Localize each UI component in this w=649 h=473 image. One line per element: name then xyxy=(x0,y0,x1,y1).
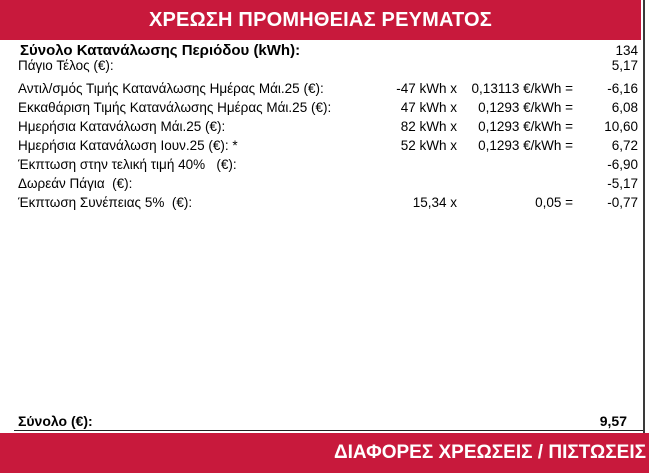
charge-label: Εκκαθάριση Τιμής Κατανάλωσης Ημέρας Μάι.25 (€): xyxy=(18,100,332,115)
charge-amount: 6,72 xyxy=(611,138,638,153)
charge-row-offset-may xyxy=(0,79,649,98)
charge-label: Πάγιο Τέλος (€): xyxy=(18,58,114,73)
charge-row-fixed-fee xyxy=(0,58,649,73)
charge-label: Έκπτωση στην τελική τιμή 40% (€): xyxy=(18,157,237,172)
charge-amount: 6,08 xyxy=(611,100,638,115)
charge-row-discount-40 xyxy=(0,155,649,174)
total-consumption-label: Σύνολο Κατανάλωσης Περιόδου (kWh): xyxy=(20,42,301,59)
charge-label: Ημερήσια Κατανάλωση Ιουν.25 (€): * xyxy=(18,138,238,153)
section-header-title: ΔΙΑΦΟΡΕΣ ΧΡΕΩΣΕΙΣ / ΠΙΣΤΩΣΕΙΣ xyxy=(333,442,646,463)
charge-rate: 0,1293 €/kWh = xyxy=(478,100,573,115)
charge-rate: 0,1293 €/kWh = xyxy=(478,138,573,153)
charge-label: Αντιλ/σμός Τιμής Κατανάλωσης Ημέρας Μάι.25 (€): xyxy=(18,81,324,96)
charge-quantity: 82 kWh x xyxy=(400,119,457,134)
total-value: 9,57 xyxy=(599,413,627,429)
charge-quantity: 52 kWh x xyxy=(400,138,457,153)
charge-quantity: -47 kWh x xyxy=(396,81,457,96)
charge-row-free-fixed-fee xyxy=(0,174,649,193)
charge-rate: 0,13113 €/kWh = xyxy=(471,81,573,96)
total-divider xyxy=(14,430,643,431)
section-header-title: ΧΡΕΩΣΗ ΠΡΟΜΗΘΕΙΑΣ ΡΕΥΜΑΤΟΣ xyxy=(148,9,493,31)
charge-amount: -5,17 xyxy=(607,176,638,191)
section-header-misc-charges xyxy=(0,433,649,473)
total-label: Σύνολο (€): xyxy=(18,413,93,429)
total-consumption-value: 134 xyxy=(615,43,638,58)
charge-quantity: 47 kWh x xyxy=(400,100,457,115)
total-row xyxy=(0,412,649,430)
charge-rate: 0,05 = xyxy=(535,195,573,210)
charge-quantity: 15,34 x xyxy=(412,195,457,210)
charge-amount: -0,77 xyxy=(607,195,638,210)
charge-amount: -6,90 xyxy=(607,157,638,172)
charge-row-settlement-may xyxy=(0,98,649,117)
section-header-electricity-supply xyxy=(0,0,641,40)
charge-amount: 10,60 xyxy=(604,119,638,134)
charge-row-consumption-may xyxy=(0,117,649,136)
charge-amount: -6,16 xyxy=(607,81,638,96)
charge-rate: 0,1293 €/kWh = xyxy=(478,119,573,134)
charge-row-consumption-june xyxy=(0,136,649,155)
charge-amount: 5,17 xyxy=(611,58,638,73)
charge-label: Δωρεάν Πάγια (€): xyxy=(18,176,133,191)
charge-row-consistency-discount xyxy=(0,193,649,212)
charge-label: Έκπτωση Συνέπειας 5% (€): xyxy=(18,195,193,210)
charge-label: Ημερήσια Κατανάλωση Μάι.25 (€): xyxy=(18,119,226,134)
